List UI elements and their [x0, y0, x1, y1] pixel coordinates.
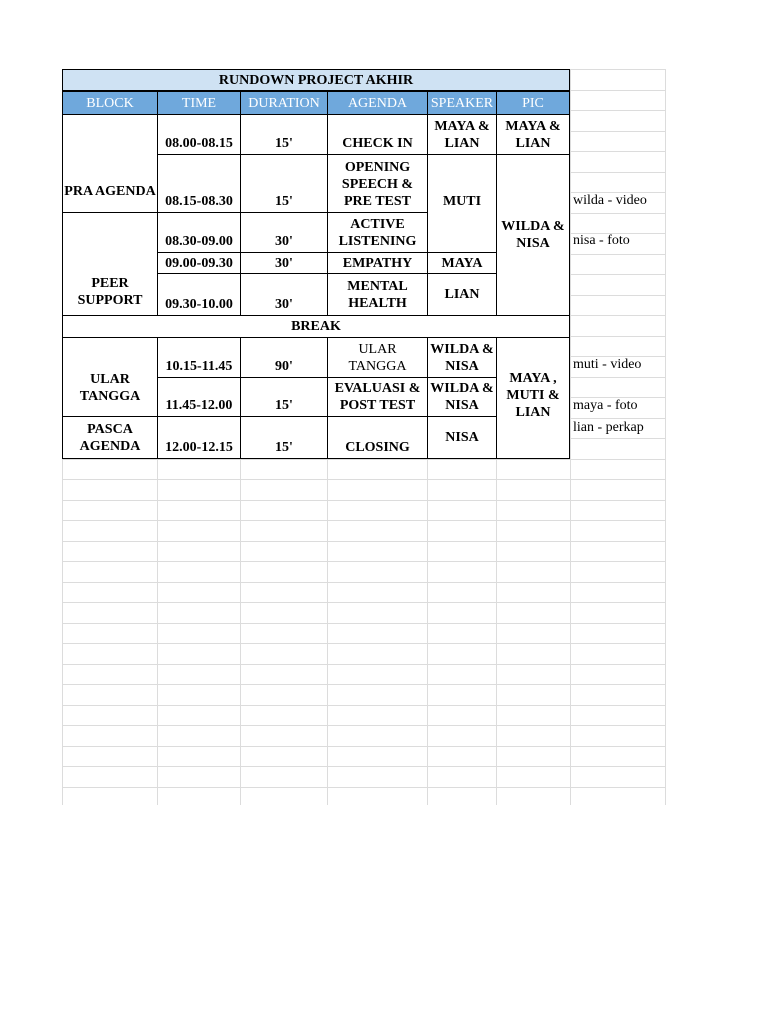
agenda-cell: EVALUASI & POST TEST — [327, 377, 428, 417]
duration-cell: 90' — [240, 337, 328, 378]
duration-cell: 15' — [240, 154, 328, 213]
header-duration: DURATION — [240, 91, 328, 115]
time-cell: 08.15-08.30 — [157, 154, 241, 213]
gridline — [62, 459, 665, 460]
speaker-cell: LIAN — [427, 273, 497, 316]
block-ular-tangga: ULAR TANGGA — [62, 337, 158, 417]
note-lian: lian - perkap — [573, 420, 644, 435]
gridline — [62, 479, 665, 480]
gridline — [62, 520, 665, 521]
speaker-cell: WILDA & NISA — [427, 377, 497, 417]
speaker-cell: WILDA & NISA — [427, 337, 497, 378]
agenda-cell: ACTIVE LISTENING — [327, 212, 428, 253]
time-cell: 11.45-12.00 — [157, 377, 241, 417]
speaker-cell: MAYA & LIAN — [427, 114, 497, 155]
duration-cell: 15' — [240, 377, 328, 417]
time-cell: 12.00-12.15 — [157, 416, 241, 459]
gridline — [62, 766, 665, 767]
agenda-cell: OPENING SPEECH & PRE TEST — [327, 154, 428, 213]
time-cell: 09.30-10.00 — [157, 273, 241, 316]
block-pra-agenda: PRA AGENDA — [62, 114, 158, 213]
gridline — [665, 69, 666, 805]
gridline — [62, 787, 665, 788]
agenda-cell: ULAR TANGGA — [327, 337, 428, 378]
break-row: BREAK — [62, 315, 570, 338]
gridline — [62, 643, 665, 644]
agenda-cell: MENTAL HEALTH — [327, 273, 428, 316]
note-maya: maya - foto — [573, 398, 638, 413]
agenda-cell: CLOSING — [327, 416, 428, 459]
gridline — [62, 705, 665, 706]
gridline — [62, 541, 665, 542]
agenda-cell: CHECK IN — [327, 114, 428, 155]
gridline — [62, 561, 665, 562]
time-cell: 08.30-09.00 — [157, 212, 241, 253]
duration-cell: 15' — [240, 114, 328, 155]
gridline — [62, 725, 665, 726]
header-speaker: SPEAKER — [427, 91, 497, 115]
speaker-cell: NISA — [427, 416, 497, 459]
gridline — [62, 602, 665, 603]
block-peer-support: PEER SUPPORT — [62, 212, 158, 316]
time-cell: 09.00-09.30 — [157, 252, 241, 274]
pic-cell-maya-muti-lian: MAYA , MUTI & LIAN — [496, 337, 570, 459]
gridline — [62, 500, 665, 501]
block-pasca-agenda: PASCA AGENDA — [62, 416, 158, 459]
duration-cell: 30' — [240, 273, 328, 316]
header-agenda: AGENDA — [327, 91, 428, 115]
table-title: RUNDOWN PROJECT AKHIR — [62, 69, 570, 91]
agenda-cell: EMPATHY — [327, 252, 428, 274]
gridline — [62, 746, 665, 747]
speaker-cell: MAYA — [427, 252, 497, 274]
gridline — [62, 582, 665, 583]
note-nisa: nisa - foto — [573, 233, 630, 248]
duration-cell: 30' — [240, 212, 328, 253]
time-cell: 08.00-08.15 — [157, 114, 241, 155]
duration-cell: 15' — [240, 416, 328, 459]
header-pic: PIC — [496, 91, 570, 115]
note-muti: muti - video — [573, 357, 642, 372]
gridline — [62, 684, 665, 685]
duration-cell: 30' — [240, 252, 328, 274]
time-cell: 10.15-11.45 — [157, 337, 241, 378]
pic-cell: MAYA & LIAN — [496, 114, 570, 155]
note-wilda: wilda - video — [573, 193, 647, 208]
pic-cell-wilda-nisa: WILDA & NISA — [496, 154, 570, 316]
gridline — [570, 69, 571, 805]
header-block: BLOCK — [62, 91, 158, 115]
header-time: TIME — [157, 91, 241, 115]
gridline — [62, 664, 665, 665]
gridline — [62, 623, 665, 624]
speaker-cell-muti: MUTI — [427, 154, 497, 253]
